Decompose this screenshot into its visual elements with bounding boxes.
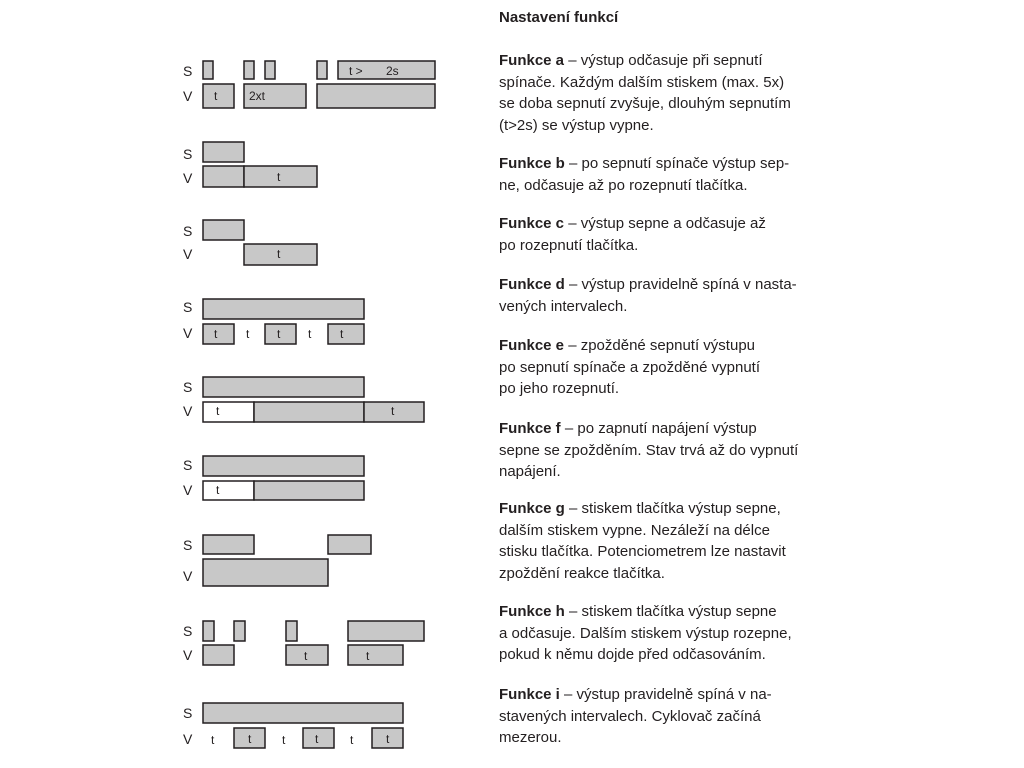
output-timing-t [244, 244, 317, 265]
t-label: t [277, 327, 281, 341]
power-on [203, 456, 364, 476]
delay-t [203, 481, 254, 500]
output-on [203, 559, 328, 586]
t-label: t [304, 649, 308, 663]
timing-diagrams [0, 0, 470, 768]
t-label: t [386, 732, 390, 746]
function-name: Funkce c [499, 215, 565, 232]
t-label: t [391, 404, 395, 418]
output-pulse [317, 84, 435, 108]
switch-pulse [265, 61, 275, 79]
switch-on [203, 299, 364, 319]
diagram-c [183, 220, 317, 265]
output-pulse-t [303, 728, 334, 748]
t-label: t [366, 649, 370, 663]
t-label: t [277, 170, 281, 184]
row-label-s: S [183, 146, 193, 162]
output-pulse-t [348, 645, 403, 665]
diagram-g [183, 535, 371, 586]
switch-on [203, 377, 364, 397]
t-label: t [248, 732, 252, 746]
t-label: t [214, 89, 218, 103]
output-on [254, 402, 364, 422]
gap-t-label: t [350, 733, 354, 747]
switch-on [203, 703, 403, 723]
diagram-i [183, 703, 403, 748]
output-pulse-t [203, 324, 234, 344]
diagram-a [183, 61, 435, 108]
function-c-description: Funkce c – výstup sepne a odčasuje až po rozepnutí tlačítka. [499, 215, 766, 254]
row-label-v: V [183, 568, 193, 584]
t-label: t [216, 404, 220, 418]
row-label-v: V [183, 647, 193, 663]
row-label-s: S [183, 705, 193, 721]
function-a-description: Funkce a – výstup odčasuje při sepnutí spínače. Každým dalším stiskem (max. 5x) se doba sepnutí zvyšuje, dlouhým sepnutím (t>2s) se výstup vypne. [499, 52, 791, 134]
delay-t [203, 402, 254, 422]
output-on [254, 481, 364, 500]
function-b-description: Funkce b – po sepnutí spínače výstup sep- ne, odčasuje až po rozepnutí tlačítka. [499, 155, 790, 194]
t-label: t [340, 327, 344, 341]
diagram-b [183, 142, 317, 187]
function-e-description: Funkce e – zpožděné sepnutí výstupu po sepnutí spínače a zpožděné vypnutí po jeho rozepnutí. [499, 337, 761, 397]
function-d-description: Funkce d – výstup pravidelně spíná v nasta- vených intervalech. [499, 276, 797, 315]
switch-pulse [234, 621, 245, 641]
function-name: Funkce f [499, 420, 561, 437]
row-label-v: V [183, 88, 193, 104]
output-pulse [203, 645, 234, 665]
diagram-h [183, 621, 424, 665]
row-label-s: S [183, 379, 193, 395]
function-i-description: Funkce i – výstup pravidelně spíná v na- stavených intervalech. Cyklovač začíná mezerou. [499, 686, 772, 746]
long-press-duration: 2s [386, 64, 399, 78]
function-g-description: Funkce g – stiskem tlačítka výstup sepne, dalším stiskem vypne. Nezáleží na délce stisku tlačítka. Potenciometrem lze nastavit zpoždění reakce tlačítka. [499, 500, 786, 582]
switch-pulse [286, 621, 297, 641]
gap-t-label: t [308, 327, 312, 341]
row-label-v: V [183, 325, 193, 341]
switch-pulse [317, 61, 327, 79]
output-pulse-t [203, 84, 234, 108]
output-timing-t [244, 166, 317, 187]
switch-pulse [203, 621, 214, 641]
long-press-label: t > [349, 64, 363, 78]
switch-pulse [203, 61, 213, 79]
row-label-v: V [183, 246, 193, 262]
output-on [203, 166, 244, 187]
function-name: Funkce i [499, 686, 560, 703]
row-label-s: S [183, 623, 193, 639]
row-label-s: S [183, 299, 193, 315]
switch-pulse [203, 535, 254, 554]
function-name: Funkce b [499, 155, 565, 172]
switch-pulse [203, 220, 244, 240]
diagram-e [183, 377, 424, 422]
diagram-d [183, 299, 364, 344]
t-label: t [277, 247, 281, 261]
row-label-v: V [183, 731, 193, 747]
row-label-s: S [183, 537, 193, 553]
2xt-label: 2xt [249, 89, 266, 103]
t-label: t [315, 732, 319, 746]
function-name: Funkce h [499, 603, 565, 620]
switch-pulse [203, 142, 244, 162]
output-pulse-t [328, 324, 364, 344]
gap-t-label: t [211, 733, 215, 747]
diagram-f [183, 456, 364, 500]
gap-t-label: t [246, 327, 250, 341]
function-name: Funkce d [499, 276, 565, 293]
page-title: Nastavení funkcí [499, 9, 619, 26]
switch-on [348, 621, 424, 641]
function-h-description: Funkce h – stiskem tlačítka výstup sepne a odčasuje. Dalším stiskem výstup rozepne, pokud k němu dojde před odčasováním. [499, 603, 792, 663]
output-pulse-t [265, 324, 296, 344]
switch-pulse [244, 61, 254, 79]
function-name: Funkce e [499, 337, 565, 354]
gap-t-label: t [282, 733, 286, 747]
row-label-v: V [183, 482, 193, 498]
function-name: Funkce a [499, 52, 565, 69]
row-label-s: S [183, 223, 193, 239]
row-label-v: V [183, 403, 193, 419]
function-f-description: Funkce f – po zapnutí napájení výstup sepne se zpožděním. Stav trvá až do vypnutí napájení. [499, 420, 799, 480]
row-label-s: S [183, 457, 193, 473]
t-label: t [214, 327, 218, 341]
row-label-s: S [183, 63, 193, 79]
t-label: t [216, 483, 220, 497]
switch-pulse [328, 535, 371, 554]
function-name: Funkce g [499, 500, 565, 517]
row-label-v: V [183, 170, 193, 186]
